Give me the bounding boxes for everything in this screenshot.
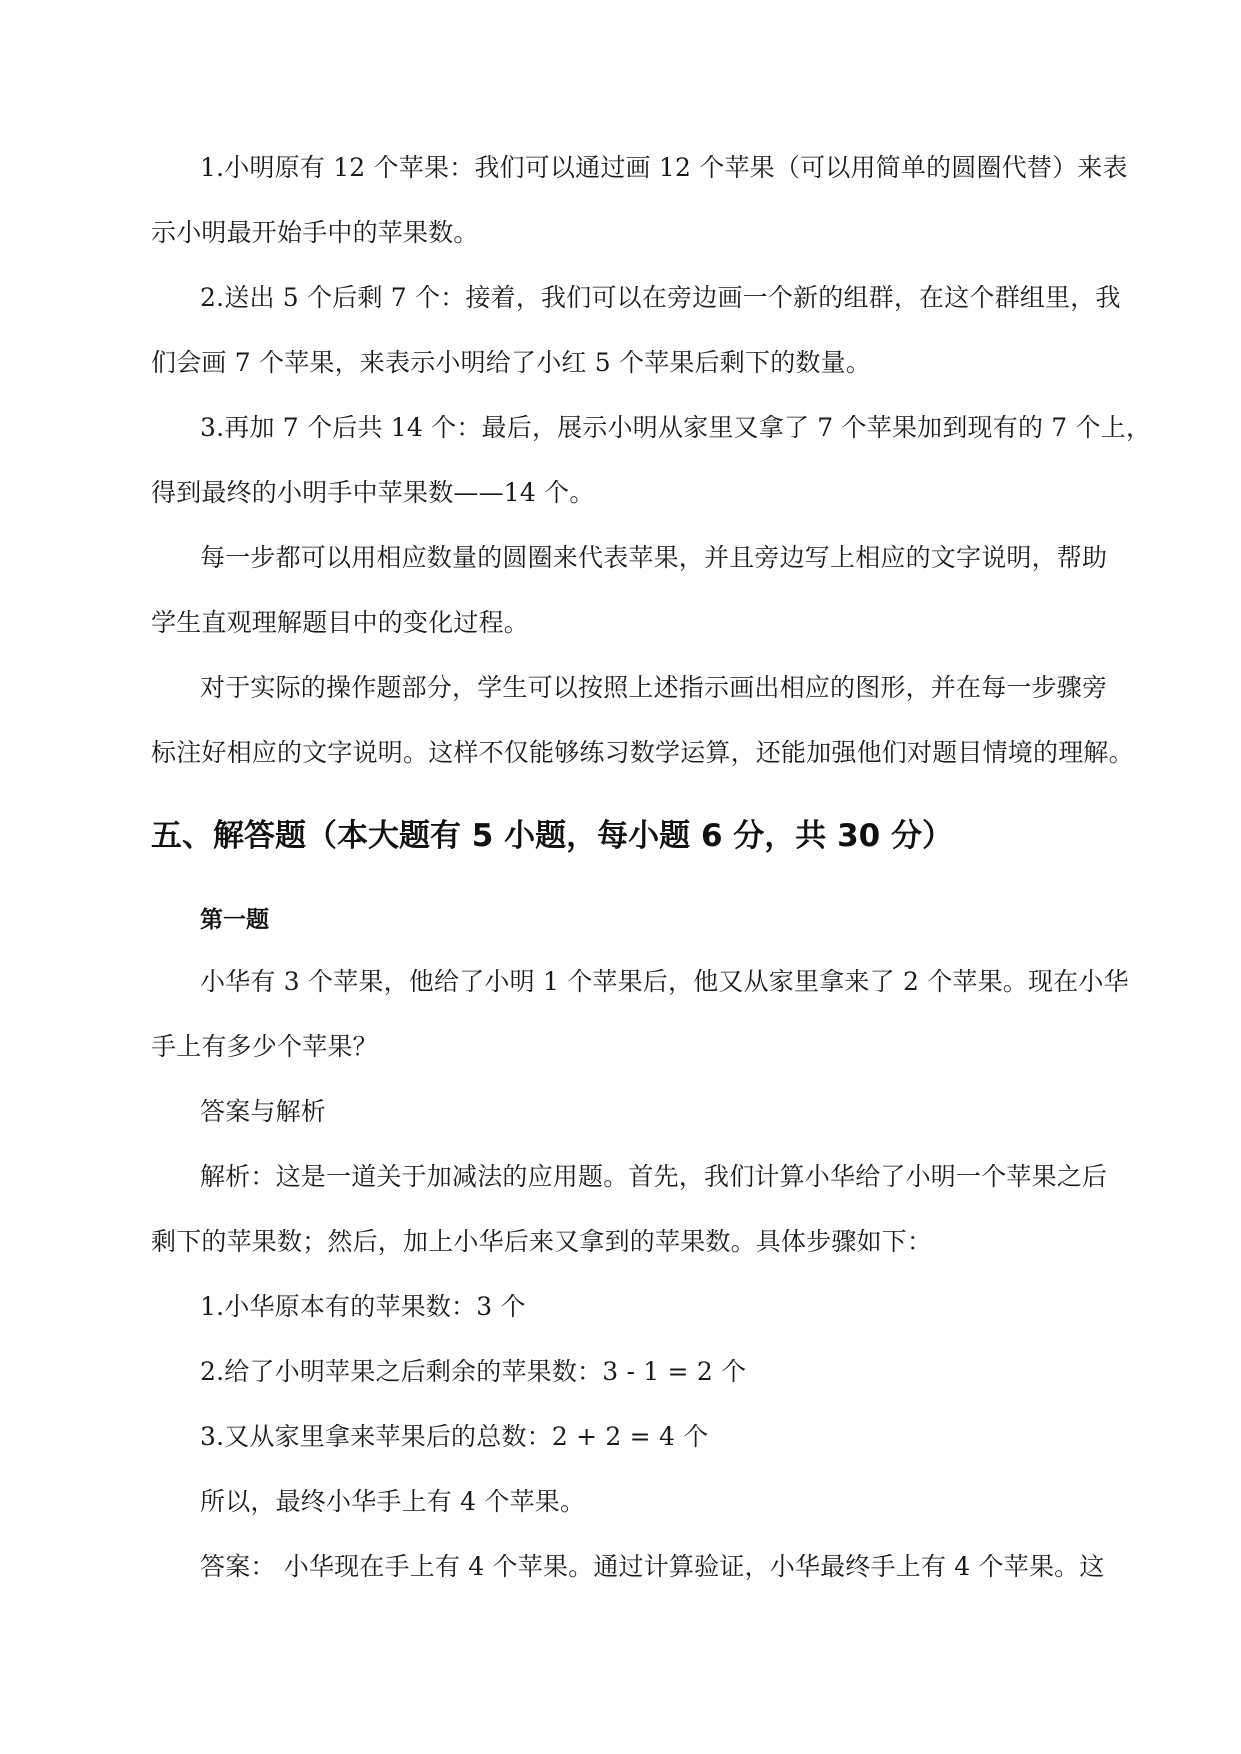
intro-paragraph-line-4: 标注好相应的文字说明。这样不仅能够练习数学运算，还能加强他们对题目情境的理解。 xyxy=(151,738,1134,767)
intro-step-1-line-1: 1.小明原有 12 个苹果：我们可以通过画 12 个苹果（可以用简单的圆圈代替）来表 xyxy=(200,153,1128,182)
answer-line: 答案： 小华现在手上有 4 个苹果。通过计算验证，小华最终手上有 4 个苹果。这 xyxy=(200,1552,1105,1581)
question-line-1: 小华有 3 个苹果，他给了小明 1 个苹果后，他又从家里拿来了 2 个苹果。现在小华 xyxy=(200,967,1129,996)
intro-step-3-line-2: 得到最终的小明手中苹果数——14 个。 xyxy=(151,478,595,507)
solution-step-2: 2.给了小明苹果之后剩余的苹果数：3 - 1 = 2 个 xyxy=(200,1357,747,1386)
analysis-line-2: 剩下的苹果数；然后，加上小华后来又拿到的苹果数。具体步骤如下： xyxy=(151,1227,933,1256)
intro-step-2-line-1: 2.送出 5 个后剩 7 个：接着，我们可以在旁边画一个新的组群，在这个群组里，我 xyxy=(200,283,1121,312)
intro-step-2-line-2: 们会画 7 个苹果，来表示小明给了小红 5 个苹果后剩下的数量。 xyxy=(151,348,872,377)
question-line-2: 手上有多少个苹果？ xyxy=(151,1032,378,1061)
intro-paragraph-line-2: 学生直观理解题目中的变化过程。 xyxy=(151,608,530,637)
conclusion-line: 所以，最终小华手上有 4 个苹果。 xyxy=(200,1487,586,1516)
intro-paragraph-line-3: 对于实际的操作题部分，学生可以按照上述指示画出相应的图形，并在每一步骤旁 xyxy=(200,673,1108,702)
solution-step-1: 1.小华原本有的苹果数：3 个 xyxy=(200,1292,526,1321)
answer-label: 答案与解析 xyxy=(200,1097,327,1126)
section-heading: 五、解答题（本大题有 5 小题，每小题 6 分，共 30 分） xyxy=(151,818,954,854)
intro-step-1-line-2: 示小明最开始手中的苹果数。 xyxy=(151,218,479,247)
analysis-line-1: 解析：这是一道关于加减法的应用题。首先，我们计算小华给了小明一个苹果之后 xyxy=(200,1162,1108,1191)
intro-step-3-line-1: 3.再加 7 个后共 14 个：最后，展示小明从家里又拿了 7 个苹果加到现有的 7 个上， xyxy=(200,413,1152,442)
intro-paragraph-line-1: 每一步都可以用相应数量的圆圈来代表苹果，并且旁边写上相应的文字说明，帮助 xyxy=(200,543,1108,572)
question-title: 第一题 xyxy=(200,907,269,933)
solution-step-3: 3.又从家里拿来苹果后的总数：2 + 2 = 4 个 xyxy=(200,1422,709,1451)
